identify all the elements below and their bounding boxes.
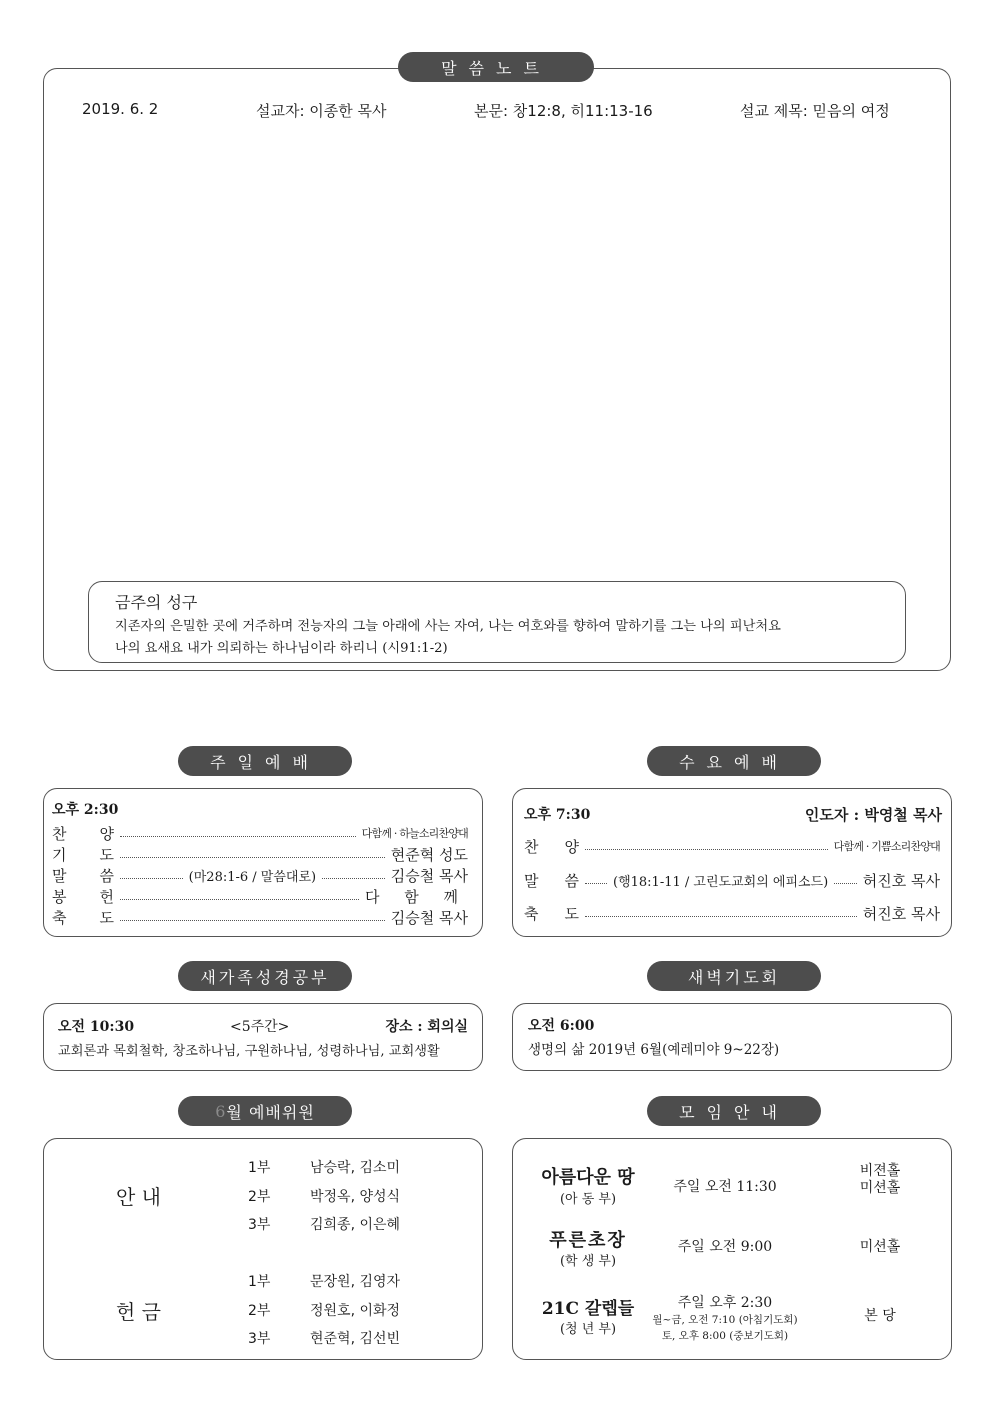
- committee-tab-month: 6: [215, 1101, 227, 1121]
- wednesday-row-mid: (행18:1-11 / 고린도교회의 에피소드): [613, 874, 829, 890]
- leader-dots: [834, 883, 857, 884]
- leader-dots: [120, 899, 359, 900]
- sunday-row-value: 다함께 · 하늘소리찬양대: [361, 827, 468, 840]
- meeting-name: 21C 갈렙들: [541, 1299, 635, 1319]
- sunday-row-char1: 봉: [52, 887, 67, 906]
- committee-part: 1부: [248, 1274, 271, 1290]
- meeting-time-saturday: 토, 오후 8:00 (중보기도회): [661, 1330, 789, 1342]
- sunday-row-char2: 씀: [99, 866, 114, 885]
- meeting-time: 주일 오후 2:30: [677, 1295, 773, 1311]
- leader-dots: [120, 836, 356, 837]
- sunday-row-value: 김승철 목사: [390, 866, 468, 885]
- meeting-place: 미션홀: [859, 1239, 901, 1255]
- leader-dots: [120, 920, 385, 921]
- sunday-row-value: 김승철 목사: [390, 908, 468, 927]
- sermon-preacher: 설교자: 이종한 목사: [256, 102, 387, 120]
- committee-part: 3부: [248, 1217, 271, 1233]
- sunday-row-value: 현준혁 성도: [390, 845, 468, 864]
- wednesday-row-char1: 말: [524, 871, 539, 890]
- sunday-row: [52, 907, 468, 927]
- meeting-place: 비젼홀 미션홀: [859, 1163, 901, 1196]
- meeting-name: 푸른초장: [549, 1230, 627, 1251]
- sermon-note-tab: 말씀노트: [398, 52, 594, 82]
- bible-study-time: 오전 10:30: [58, 1019, 135, 1035]
- weekly-verse-title: 금주의 성구: [115, 593, 198, 612]
- sunday-row: [52, 823, 468, 843]
- sunday-row-char2: 헌: [99, 887, 114, 906]
- wednesday-row-char1: 축: [524, 904, 539, 923]
- committee-part: 2부: [248, 1303, 271, 1319]
- sunday-row-char1: 말: [52, 866, 67, 885]
- dawn-prayer-box: [512, 1003, 952, 1071]
- committee-names: 남승락, 김소미: [310, 1160, 401, 1176]
- committee-tab: [178, 1096, 352, 1126]
- wednesday-row: [524, 836, 940, 856]
- dawn-prayer-time: 오전 6:00: [528, 1018, 595, 1034]
- committee-role-usher: 안 내: [116, 1185, 161, 1209]
- meeting-dept: (청 년 부): [559, 1322, 617, 1337]
- meetings-tab: 모임안내: [647, 1096, 821, 1126]
- sermon-title: 설교 제목: 믿음의 여정: [740, 102, 890, 120]
- leader-dots: [120, 878, 183, 879]
- committee-names: 현준혁, 김선빈: [310, 1331, 401, 1347]
- bible-study-tab: 새가족성경공부: [178, 961, 352, 991]
- committee-names: 김희종, 이은혜: [310, 1217, 401, 1233]
- wednesday-row-value: 허진호 목사: [862, 904, 940, 923]
- committee-names: 정원호, 이화정: [310, 1303, 401, 1319]
- meeting-time: 주일 오전 11:30: [673, 1179, 777, 1195]
- wednesday-worship-leader: 인도자 : 박영철 목사: [804, 806, 942, 824]
- sunday-row-char1: 축: [52, 908, 67, 927]
- sunday-row-char2: 도: [99, 908, 114, 927]
- weekly-verse-line1: 지존자의 은밀한 곳에 거주하며 전능자의 그늘 아래에 사는 자여, 나는 여호와를 향하여 말하기를 그는 나의 피난처요: [115, 619, 781, 634]
- sunday-worship-time: 오후 2:30: [52, 802, 119, 818]
- leader-dots: [585, 916, 857, 917]
- committee-part: 1부: [248, 1160, 271, 1176]
- committee-role-offering: 헌 금: [116, 1300, 161, 1324]
- wednesday-worship-tab: 수요예배: [647, 746, 821, 776]
- sunday-row-char2: 양: [99, 824, 114, 843]
- sunday-worship-tab: 주일예배: [178, 746, 352, 776]
- meeting-place: 본 당: [864, 1308, 896, 1324]
- leader-dots: [322, 878, 385, 879]
- wednesday-row-char2: 씀: [564, 871, 579, 890]
- sermon-scripture: 본문: 창12:8, 히11:13-16: [474, 102, 653, 120]
- leader-dots: [585, 883, 607, 884]
- leader-dots: [585, 849, 828, 850]
- bible-study-box: [43, 1003, 483, 1071]
- committee-names: 박정옥, 양성식: [310, 1189, 401, 1205]
- meeting-name: 아름다운 땅: [541, 1167, 635, 1188]
- wednesday-worship-time: 오후 7:30: [524, 807, 591, 823]
- committee-names: 문장원, 김영자: [310, 1274, 401, 1290]
- sermon-date: 2019. 6. 2: [82, 100, 159, 118]
- dawn-prayer-text: 생명의 삶 2019년 6월(예레미야 9~22장): [528, 1042, 780, 1058]
- wednesday-row-char2: 양: [564, 837, 579, 856]
- weekly-verse-line2: 나의 요새요 내가 의뢰하는 하나님이라 하리니 (시91:1-2): [115, 641, 448, 656]
- sunday-row: [52, 844, 468, 864]
- committee-tab-text: 월 예배위원: [226, 1102, 315, 1122]
- meeting-dept: (아 동 부): [559, 1192, 617, 1207]
- wednesday-row-char2: 도: [564, 904, 579, 923]
- sunday-row: [52, 886, 468, 906]
- sunday-row-char1: 찬: [52, 824, 67, 843]
- sunday-row-mid: (마28:1-6 / 말씀대로): [188, 869, 317, 885]
- meeting-time-weekday: 월~금, 오전 7:10 (아침기도회): [652, 1314, 798, 1326]
- wednesday-row: [524, 903, 940, 923]
- meeting-dept: (학 생 부): [559, 1254, 617, 1269]
- wednesday-row-value: 허진호 목사: [862, 871, 940, 890]
- bible-study-topics: 교회론과 목회철학, 창조하나님, 구원하나님, 성령하나님, 교회생활: [58, 1044, 440, 1059]
- sunday-row-value: 다 함 께: [364, 887, 468, 906]
- dawn-prayer-tab: 새벽기도회: [647, 961, 821, 991]
- wednesday-row-value: 다함께 · 기쁨소리찬양대: [833, 840, 940, 853]
- wednesday-row: [524, 870, 940, 890]
- bible-study-weeks: <5주간>: [230, 1019, 290, 1035]
- sunday-row-char1: 기: [52, 845, 67, 864]
- wednesday-row-char1: 찬: [524, 837, 539, 856]
- committee-part: 2부: [248, 1189, 271, 1205]
- committee-part: 3부: [248, 1331, 271, 1347]
- leader-dots: [120, 857, 385, 858]
- sunday-row-char2: 도: [99, 845, 114, 864]
- meeting-time: 주일 오전 9:00: [677, 1239, 773, 1255]
- bible-study-place: 장소 : 회의실: [385, 1019, 468, 1035]
- sunday-row: [52, 865, 468, 885]
